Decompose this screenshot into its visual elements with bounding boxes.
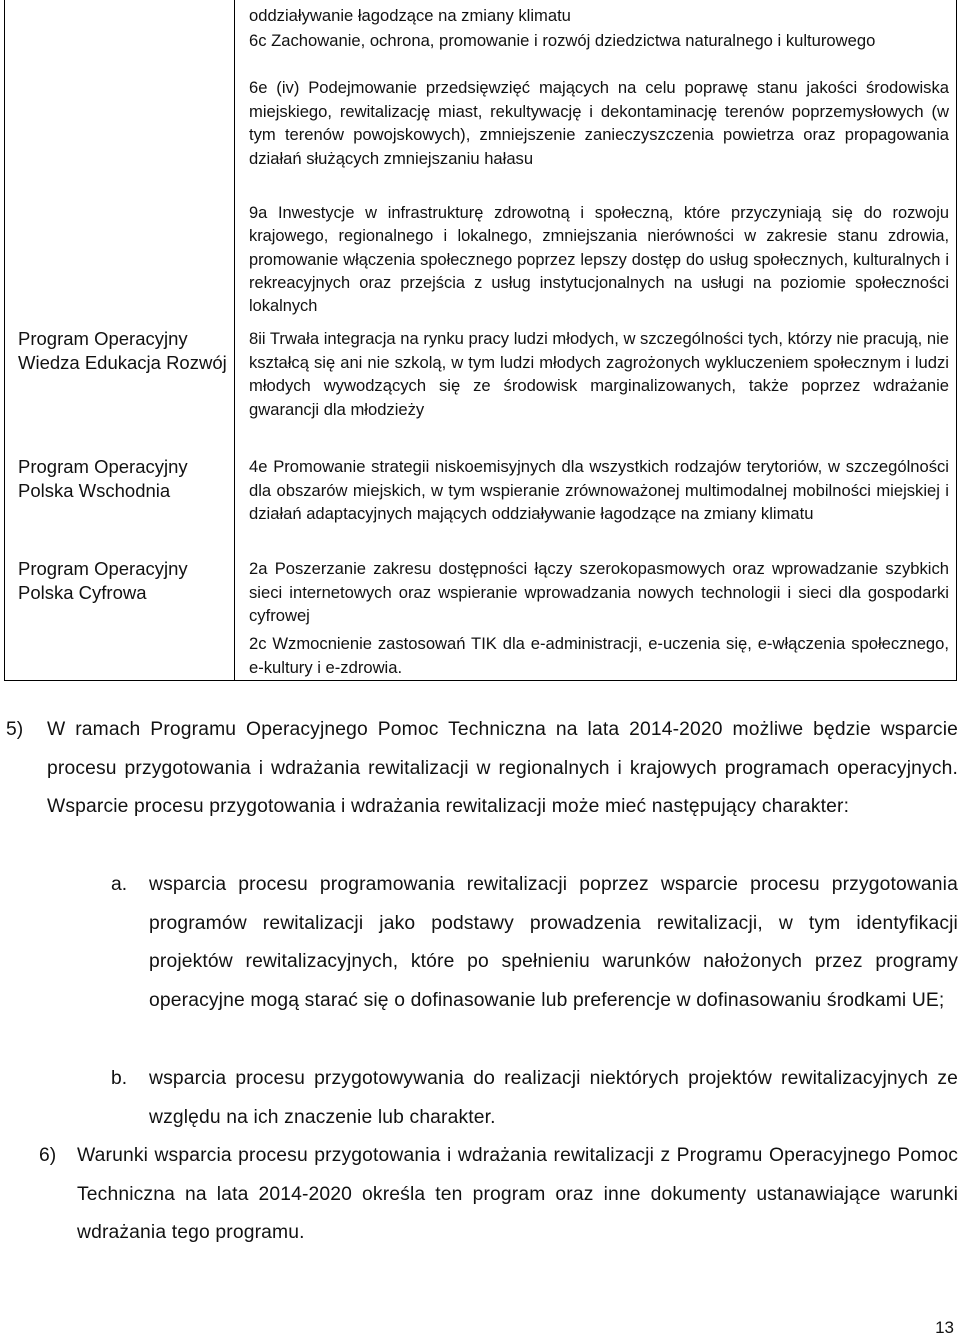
programs-table [4, 0, 957, 681]
subitem-label-a: a. [111, 874, 128, 895]
priority-cell: 9a Inwestycje w infrastrukturę zdrowotną i społeczną, które przyczyniają się do rozwoju krajowego, regionalnego i lokalnego, zmniejszania nierówności w zakresie stanu zdrowia, promowanie włączenia społecznego poprzez lepszy dostęp do usług społecznych, kulturalnych i rekreacyjnych oraz przejścia z usług instytucjonalnych na usługi na poziomie społeczności lokalnych [249, 204, 949, 316]
program-name-wer: Program Operacyjny Wiedza Edukacja Rozwój [18, 328, 227, 373]
priority-cell: 2c Wzmocnienie zastosowań TIK dla e-administracji, e-uczenia się, e-włączenia społecznego, e-kultury i e-zdrowia. [249, 634, 949, 677]
program-name-pc: Program Operacyjny Polska Cyfrowa [18, 558, 188, 603]
paragraph-5: W ramach Programu Operacyjnego Pomoc Techniczna na lata 2014-2020 możliwe będzie wsparcie procesu przygotowania i wdrażania rewitalizacji w regionalnych i krajowych programach operacyjnych. Wsparcie procesu przygotowania i wdrażania rewitalizacji może mieć następujący charakter: [47, 719, 958, 818]
subitem-b: wsparcia procesu przygotowywania do realizacji niektórych projektów rewitalizacyjnych ze względu na ich znaczenie lub charakter. [149, 1068, 958, 1128]
item-number-5: 5) [6, 719, 24, 740]
program-column [5, 0, 235, 680]
program-name-pw: Program Operacyjny Polska Wschodnia [18, 456, 188, 501]
page-number: 13 [935, 1318, 954, 1337]
paragraph-6: Warunki wsparcia procesu przygotowania i wdrażania rewitalizacji z Programu Operacyjnego Pomoc Techniczna na lata 2014-2020 określa ten program oraz inne dokumenty ustanawiające warunki wdrażania tego programu. [77, 1145, 958, 1244]
subitem-label-b: b. [111, 1068, 128, 1089]
subitem-a: wsparcia procesu programowania rewitalizacji poprzez wsparcie procesu przygotowania programów rewitalizacji jako podstawy prowadzenia rewitalizacji, w tym identyfikacji projektów rewitalizacyjnych, które po spełnieniu warunków nałożonych przez programy operacyjne mogą starać się o dofinasowanie lub preferencje w dofinasowaniu środkami UE; [149, 874, 958, 1011]
priority-cell: 2a Poszerzanie zakresu dostępności łączy szerokopasmowych oraz wprowadzanie szybkich sieci internetowych oraz wspieranie wprowadzania nowych technologii i sieci dla gospodarki cyfrowej [249, 559, 949, 625]
priority-cell: 6e (iv) Podejmowanie przedsięwzięć mających na celu poprawę stanu jakości środowiska miejskiego, rewitalizację miast, rekultywację i dekontaminację terenów poprzemysłowych (w tym terenów powojskowych), zmniejszenie zanieczyszczenia powietrza oraz propagowania działań służących zmniejszaniu hałasu [249, 78, 949, 168]
item-number-6: 6) [39, 1145, 57, 1166]
priority-cell: 8ii Trwała integracja na rynku pracy ludzi młodych, w szczególności tych, którzy nie pracują, nie kształcą się ani nie szkolą, w tym ludzi młodych zagrożonych wykluczeniem społecznym i ludzi młodych wywodzących się ze środowisk marginalizowanych, także poprzez wdrażanie gwarancji dla młodzieży [249, 329, 950, 419]
priority-cell: 6c Zachowanie, ochrona, promowanie i rozwój dziedzictwa naturalnego i kulturowego [249, 31, 876, 50]
priority-cell: oddziaływanie łagodzące na zmiany klimatu [249, 6, 571, 25]
priority-cell: 4e Promowanie strategii niskoemisyjnych dla wszystkich rodzajów terytoriów, w szczególności dla obszarów miejskich, w tym wspieranie zrównoważonej multimodalnej mobilności miejskiej i działań adaptacyjnych mających oddziaływanie łagodzące na zmiany klimatu [249, 457, 949, 523]
